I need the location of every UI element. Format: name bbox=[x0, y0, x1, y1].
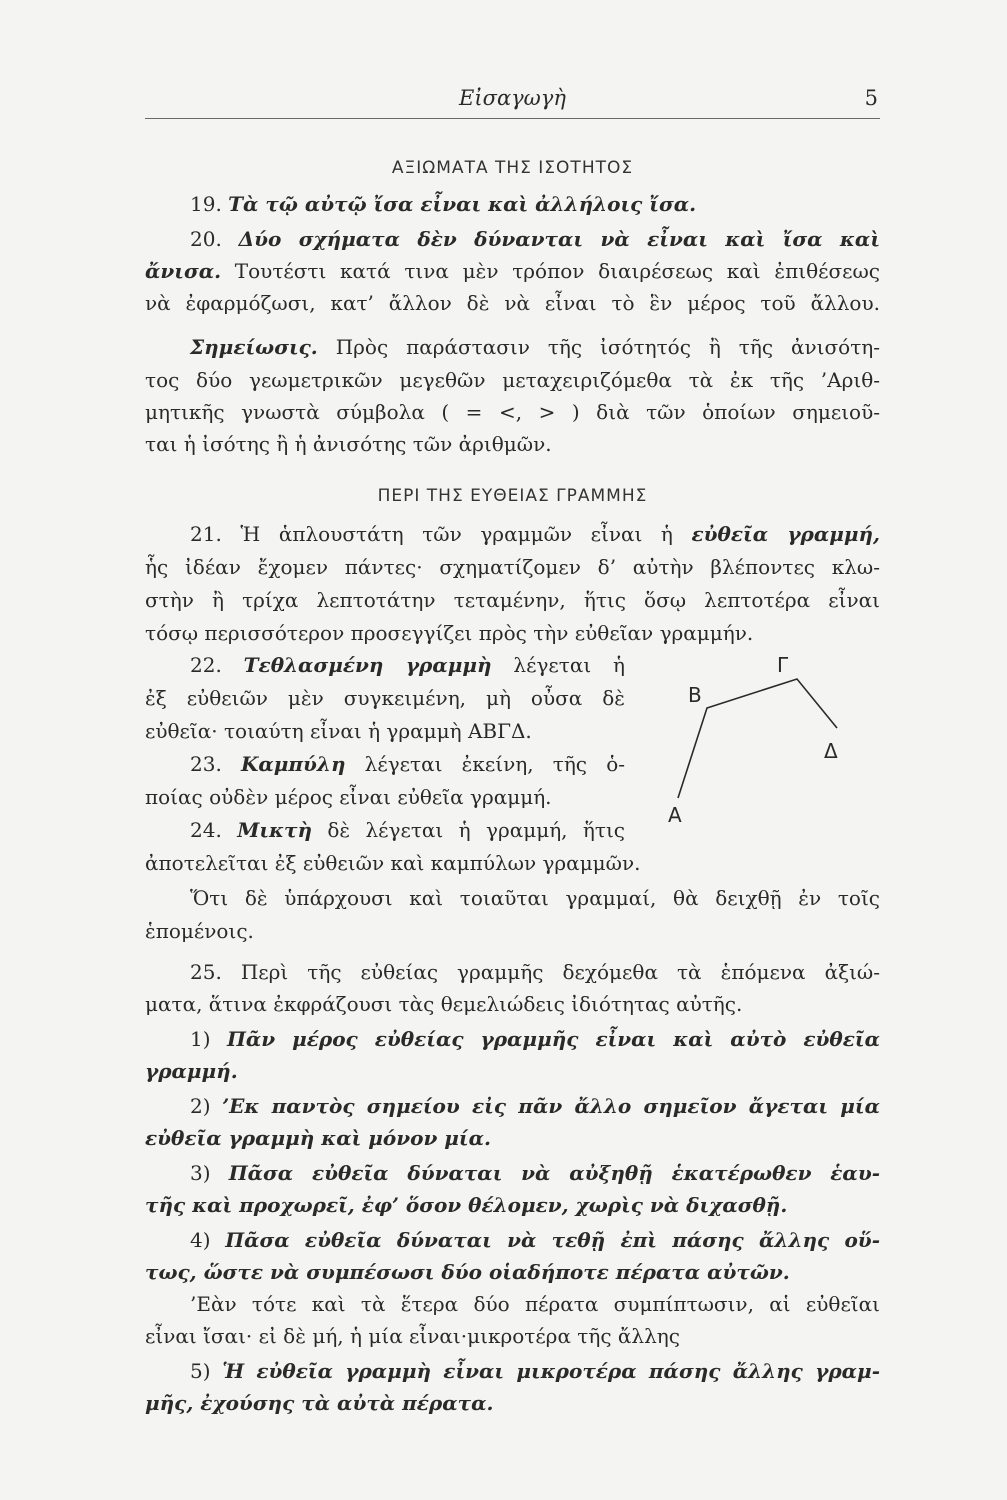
paragraph-22-line-1 bbox=[190, 651, 625, 679]
paragraph-21-line-1 bbox=[190, 520, 880, 548]
term: Τεθλασμένη γραμμὴ bbox=[243, 653, 492, 677]
paragraph-24-line-2: ἀποτελεῖται ἐξ εὐθειῶν καὶ καμπύλων γραμμῶν. bbox=[145, 851, 641, 875]
axiom-text: Πᾶσα εὐθεῖα δύναται νὰ τεθῇ ἐπὶ πάσης ἄλλης οὕ- bbox=[225, 1228, 880, 1252]
note-line-2: τος δύο γεωμετρικῶν μεγεθῶν μεταχειριζόμεθα τὰ ἐκ τῆς ’Αριθ- bbox=[145, 368, 880, 392]
broken-line-figure bbox=[660, 650, 890, 840]
axiom-3-line-2 bbox=[145, 1191, 880, 1219]
axiom-text: Πᾶν μέρος εὐθείας γραμμῆς εἶναι καὶ αὐτὸ εὐθεῖα bbox=[226, 1027, 880, 1051]
axiom-text: τῆς καὶ προχωρεῖ, ἐφ’ ὅσον θέλομεν, χωρὶς νὰ διχασθῇ. bbox=[145, 1193, 788, 1217]
axiom-number: 5) bbox=[190, 1359, 223, 1383]
paragraph-22-line-2: ἐξ εὐθειῶν μὲν συγκειμένη, μὴ οὖσα δὲ bbox=[145, 686, 625, 710]
axiom-text: Πᾶσα εὐθεῖα δύναται νὰ αὐξηθῇ ἑκατέρωθεν ἑαυ- bbox=[228, 1161, 880, 1185]
term: εὐθεῖα γραμμή, bbox=[691, 522, 880, 546]
term: Καμπύλη bbox=[241, 752, 346, 776]
label-b: Β bbox=[688, 683, 702, 707]
paragraph-number: 19. bbox=[190, 192, 229, 216]
axiom-text: Ἡ εὐθεῖα γραμμὴ εἶναι μικροτέρα πάσης ἄλλης γραμ- bbox=[222, 1359, 880, 1383]
paragraph-25-line-1: 25. Περὶ τῆς εὐθείας γραμμῆς δεχόμεθα τὰ ἑπόμενα ἀξιώ- bbox=[190, 960, 880, 984]
paragraph-25-line-2: ματα, ἅτινα ἐκφράζουσι τὰς θεμελιώδεις ἰδιότητας αὐτῆς. bbox=[145, 992, 743, 1016]
paragraph-24-line-1 bbox=[190, 816, 625, 844]
axiom-number: 1) bbox=[190, 1027, 227, 1051]
paragraph-20-line-2 bbox=[145, 257, 880, 285]
axiom-number: 4) bbox=[190, 1228, 226, 1252]
page-number: 5 bbox=[864, 86, 878, 110]
axiom-5-line-2 bbox=[145, 1389, 880, 1417]
existence-line-1: Ὅτι δὲ ὑπάρχουσι καὶ τοιαῦται γραμμαί, θὰ δειχθῇ ἐν τοῖς bbox=[190, 886, 880, 910]
axiom-text: μῆς, ἐχούσης τὰ αὐτὰ πέρατα. bbox=[145, 1391, 494, 1415]
axiom-text: γραμμή. bbox=[145, 1059, 238, 1083]
axiom-text: Τὰ τῷ αὐτῷ ἴσα εἶναι καὶ ἀλλήλοις ἴσα. bbox=[228, 192, 697, 216]
axiom-text: Δύο σχήματα δὲν δύνανται νὰ εἶναι καὶ ἴσα καὶ bbox=[238, 227, 880, 251]
text: Πρὸς παράστασιν τῆς ἰσότητός ἢ τῆς ἀνισότη- bbox=[317, 335, 880, 359]
paragraph-number: 23. bbox=[190, 752, 241, 776]
broken-line-abgd bbox=[678, 679, 837, 798]
axiom-4-line-4: εἶναι ἴσαι· εἰ δὲ μή, ἡ μία εἶναι·μικροτέρα τῆς ἄλλης bbox=[145, 1324, 680, 1348]
paragraph-19 bbox=[190, 190, 880, 218]
paragraph-23-line-1 bbox=[190, 750, 625, 778]
page-header bbox=[145, 82, 880, 119]
text: Τουτέστι κατά τινα μὲν τρόπον διαιρέσεως καὶ ἐπιθέσεως bbox=[221, 259, 880, 283]
section-heading-straight-line: ΠΕΡΙ ΤΗΣ ΕΥΘΕΙΑΣ ΓΡΑΜΜΗΣ bbox=[377, 486, 648, 506]
axiom-number: 2) bbox=[190, 1094, 223, 1118]
note-line-3: μητικῆς γνωστὰ σύμβολα ( = <, > ) διὰ τῶν ὁποίων σημειοῦ- bbox=[145, 400, 880, 424]
note-line-4: ται ἡ ἰσότης ἢ ἡ ἀνισότης τῶν ἀριθμῶν. bbox=[145, 432, 552, 456]
term: Μικτὴ bbox=[237, 818, 312, 842]
paragraph-20-line-1 bbox=[190, 225, 880, 253]
axiom-3-line-1 bbox=[190, 1159, 880, 1187]
axiom-number: 3) bbox=[190, 1161, 229, 1185]
axiom-5-line-1 bbox=[190, 1357, 880, 1385]
text: δὲ λέγεται ἡ γραμμή, ἥτις bbox=[312, 818, 626, 842]
text: Ἡ ἁπλουστάτη τῶν γραμμῶν εἶναι ἡ bbox=[240, 522, 692, 546]
axiom-4-line-2 bbox=[145, 1258, 880, 1286]
label-g: Γ bbox=[777, 653, 789, 677]
text: λέγεται ἐκείνη, τῆς ὁ- bbox=[345, 752, 625, 776]
axiom-text: ’Εκ παντὸς σημείου εἰς πᾶν ἄλλο σημεῖον ἄγεται μία bbox=[222, 1094, 880, 1118]
label-a: Α bbox=[668, 803, 682, 827]
text: λέγεται ἡ bbox=[491, 653, 625, 677]
note-line-1 bbox=[190, 333, 880, 361]
axiom-2-line-1 bbox=[190, 1092, 880, 1120]
axiom-text: τως, ὥστε νὰ συμπέσωσι δύο οἱαδήποτε πέρατα αὐτῶν. bbox=[145, 1260, 790, 1284]
existence-line-2: ἑπομένοις. bbox=[145, 919, 254, 943]
note-label: Σημείωσις. bbox=[190, 335, 318, 359]
paragraph-21-line-3: στὴν ἢ τρίχα λεπτοτάτην τεταμένην, ἥτις ὅσῳ λεπτοτέρα εἶναι bbox=[145, 588, 880, 612]
paragraph-number: 21. bbox=[190, 522, 241, 546]
axiom-1-line-2 bbox=[145, 1057, 880, 1085]
axiom-4-line-1 bbox=[190, 1226, 880, 1254]
broken-line-diagram bbox=[660, 650, 890, 840]
axiom-2-line-2 bbox=[145, 1124, 880, 1152]
paragraph-number: 20. bbox=[190, 227, 239, 251]
paragraph-23-line-2: ποίας οὐδὲν μέρος εἶναι εὐθεῖα γραμμή. bbox=[145, 785, 552, 809]
section-heading-equality: ΑΞΙΩΜΑΤΑ ΤΗΣ ΙΣΟΤΗΤΟΣ bbox=[391, 158, 634, 178]
axiom-1-line-1 bbox=[190, 1025, 880, 1053]
axiom-4-line-3: ’Εὰν τότε καὶ τὰ ἕτερα δύο πέρατα συμπίπτωσιν, αἱ εὐθεῖαι bbox=[190, 1292, 880, 1316]
paragraph-21-line-4: τόσῳ περισσότερον προσεγγίζει πρὸς τὴν εὐθεῖαν γραμμήν. bbox=[145, 621, 754, 645]
paragraph-22-line-3: εὐθεῖα· τοιαύτη εἶναι ἡ γραμμὴ ΑΒΓΔ. bbox=[145, 719, 532, 743]
paragraph-number: 22. bbox=[190, 653, 244, 677]
axiom-text: ἄνισα. bbox=[145, 259, 222, 283]
paragraph-20-line-3: νὰ ἐφαρμόζωσι, κατ’ ἄλλον δὲ νὰ εἶναι τὸ ἓν μέρος τοῦ ἄλλου. bbox=[145, 291, 880, 315]
axiom-text: εὐθεῖα γραμμὴ καὶ μόνον μία. bbox=[145, 1126, 491, 1150]
running-title: Εἰσαγωγὴ bbox=[459, 86, 566, 110]
paragraph-21-line-2: ἧς ἰδέαν ἔχομεν πάντες· σχηματίζομεν δ’ αὐτὴν βλέποντες κλω- bbox=[145, 555, 880, 579]
label-d: Δ bbox=[824, 739, 838, 763]
paragraph-number: 24. bbox=[190, 818, 238, 842]
